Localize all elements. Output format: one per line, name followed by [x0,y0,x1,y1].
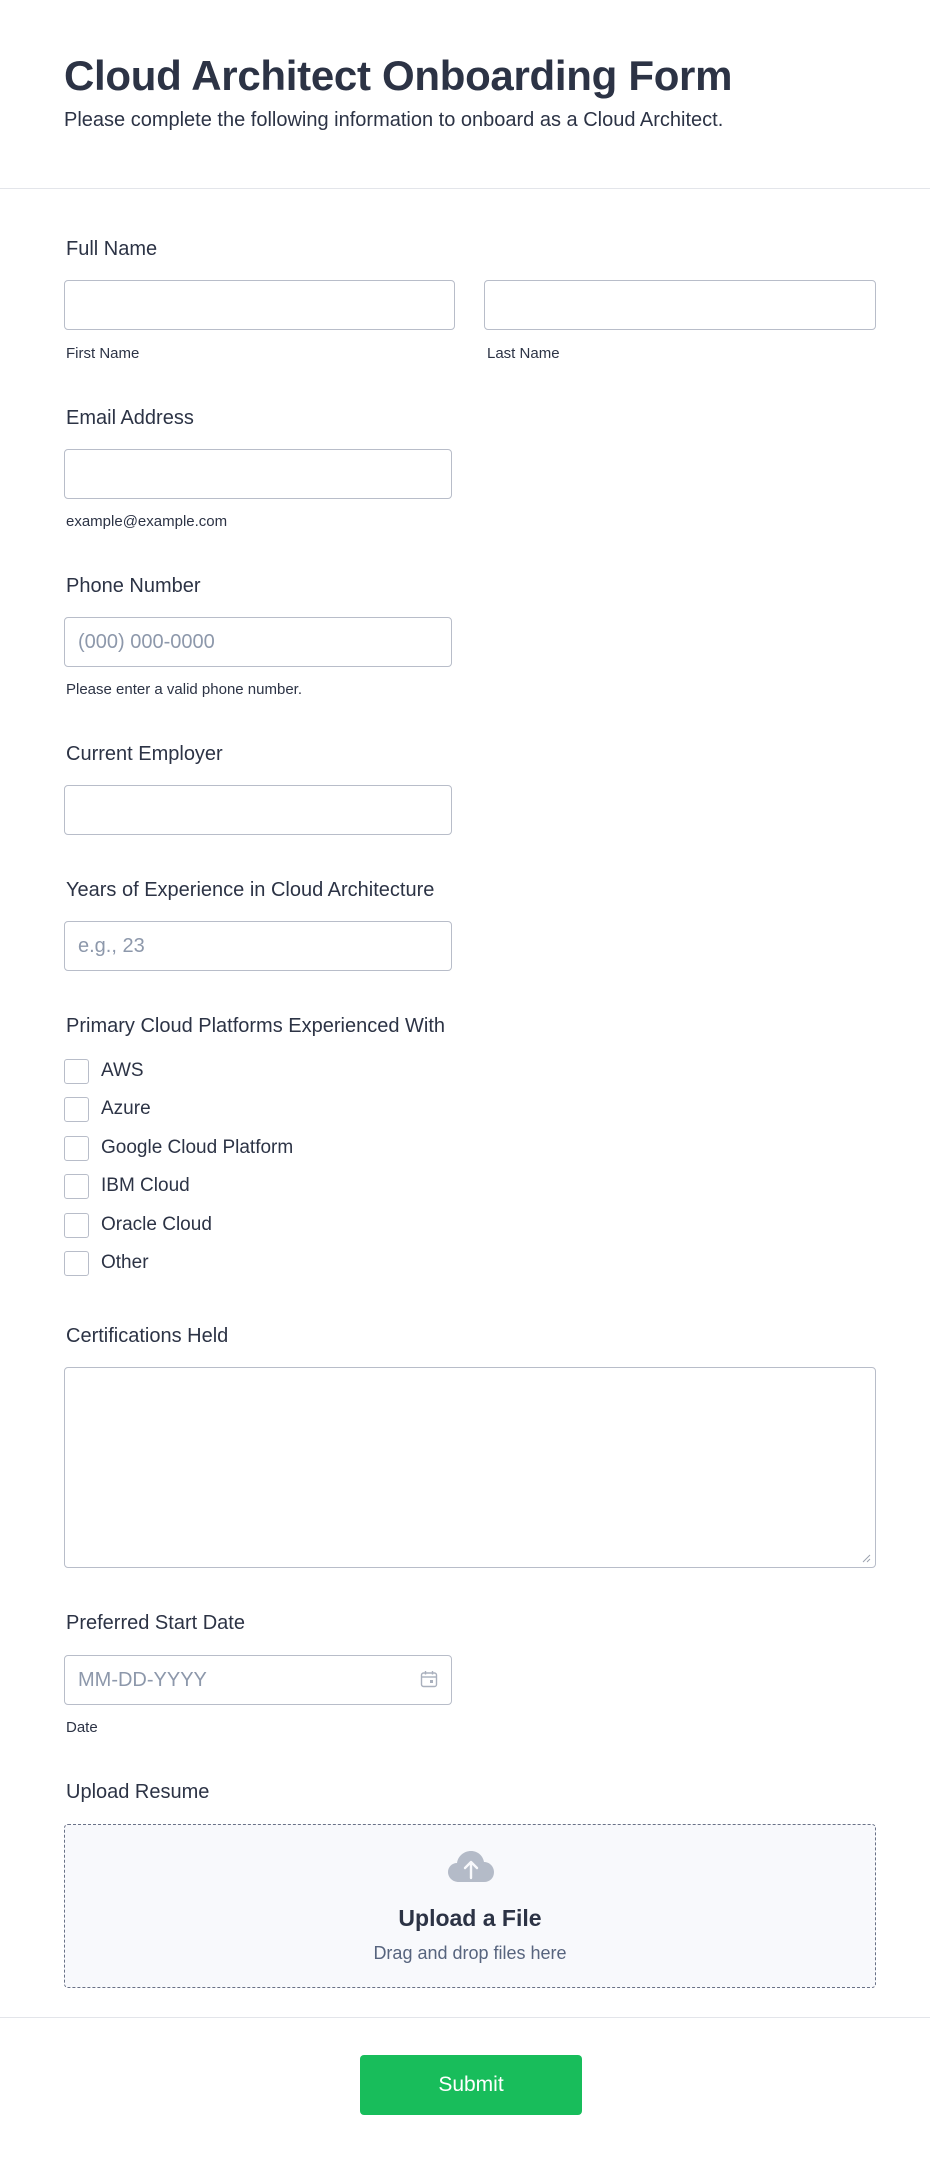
checkbox[interactable] [64,1136,89,1161]
checkbox[interactable] [64,1251,89,1276]
checkbox-label: AWS [101,1060,144,1081]
checkbox-label: Google Cloud Platform [101,1137,294,1158]
first-name-input[interactable] [64,280,455,330]
platform-option-aws[interactable] [64,1058,144,1084]
phone-sublabel: Please enter a valid phone number. [66,681,302,698]
checkbox[interactable] [64,1059,89,1084]
email-input[interactable] [64,449,452,499]
phone-label: Phone Number [66,575,201,597]
employer-label: Current Employer [66,743,223,765]
full-name-label: Full Name [66,238,158,260]
last-name-sublabel: Last Name [487,345,560,362]
start-date-label: Preferred Start Date [66,1612,245,1634]
experience-label: Years of Experience in Cloud Architecture [66,879,435,901]
checkbox-label: Azure [101,1098,151,1119]
certifications-label: Certifications Held [66,1325,229,1347]
file-upload-dropzone[interactable] [64,1824,876,1988]
email-sublabel: example@example.com [66,513,228,530]
form-footer [0,2017,930,2163]
cloud-upload-icon [447,1849,495,1885]
checkbox[interactable] [64,1097,89,1122]
checkbox[interactable] [64,1213,89,1238]
last-name-input[interactable] [484,280,876,330]
upload-title: Upload a File [398,1905,542,1931]
start-date-sublabel: Date [66,1719,98,1736]
checkbox-label: Oracle Cloud [101,1214,212,1235]
platform-option-azure[interactable] [64,1096,151,1122]
checkbox-label: IBM Cloud [101,1175,190,1196]
resume-label: Upload Resume [66,1781,210,1803]
form-header [0,0,930,189]
platforms-label: Primary Cloud Platforms Experienced With [66,1015,446,1037]
page-title: Cloud Architect Onboarding Form [64,52,733,99]
platform-option-oracle[interactable] [64,1212,212,1238]
email-label: Email Address [66,407,194,429]
employer-input[interactable] [64,785,452,835]
checkbox-label: Other [101,1252,149,1273]
experience-input[interactable] [64,921,452,971]
upload-hint: Drag and drop files here [373,1943,567,1963]
page-subtitle: Please complete the following information to onboard as a Cloud Architect. [64,109,724,131]
calendar-icon[interactable] [420,1670,438,1688]
platform-option-other[interactable] [64,1250,149,1276]
checkbox[interactable] [64,1174,89,1199]
resize-handle-icon[interactable] [862,1554,871,1563]
platform-option-ibm[interactable] [64,1173,190,1199]
platform-option-gcp[interactable] [64,1135,293,1161]
submit-button[interactable]: Submit [360,2055,582,2115]
certifications-textarea[interactable] [64,1367,876,1568]
first-name-sublabel: First Name [66,345,140,362]
start-date-input[interactable] [64,1655,452,1705]
phone-input[interactable] [64,617,452,667]
